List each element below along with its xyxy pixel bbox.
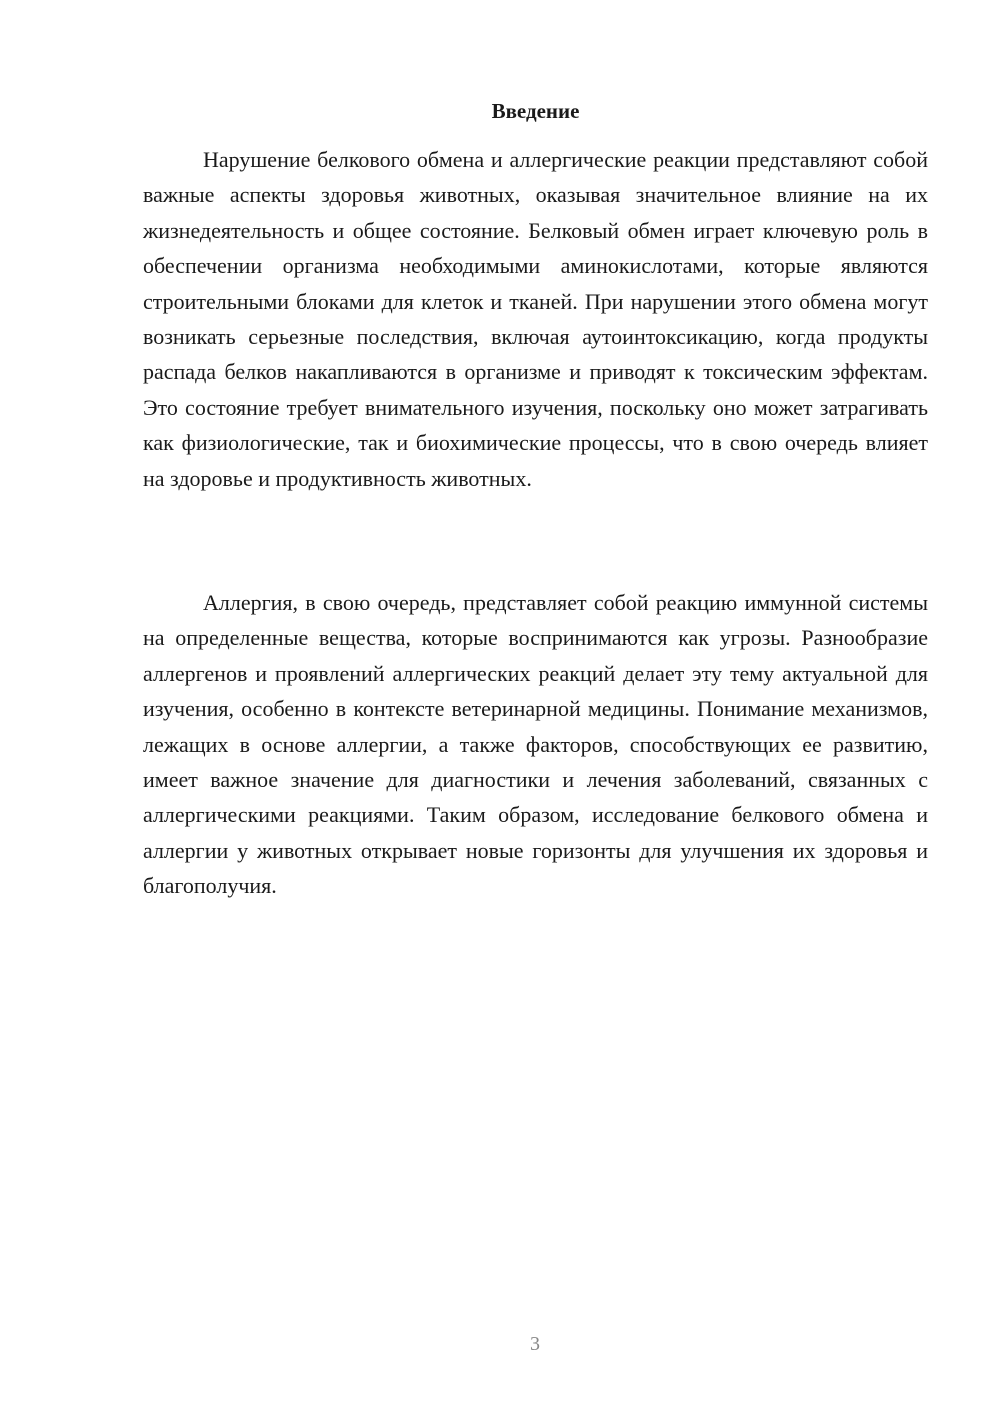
paragraph-allergy: Аллергия, в свою очередь, представляет собой реакцию иммунной системы на определенные вещества, которые воспринимаются как угрозы. Разнообразие аллергенов и проявлений аллергических реакций делает эту тему актуальной для изучения, особенно в контексте ветеринарной медицины. Понимание механизмов, лежащих в основе аллергии, а также факторов, способствующих ее развитию, имеет важное значение для диагностики и лечения заболеваний, связанных с аллергическими реакциями. Таким образом, исследование белкового обмена и аллергии у животных открывает новые горизонты для улучшения их здоровья и благополучия. bbox=[143, 590, 928, 899]
page-number: 3 bbox=[530, 1333, 540, 1355]
section-heading: Введение bbox=[491, 99, 580, 123]
paragraph-protein-metabolism: Нарушение белкового обмена и аллергические реакции представляют собой важные аспекты здоровья животных, оказывая значительное влияние на их жизнедеятельность и общее состояние. Белковый обмен играет ключевую роль в обеспечении организма необходимыми аминокислотами, которые являются строительными блоками для клеток и тканей. При нарушении этого обмена могут возникать серьезные последствия, включая аутоинтоксикацию, когда продукты распада белков накапливаются в организме и приводят к токсическим эффектам. Это состояние требует внимательного изучения, поскольку оно может затрагивать как физиологические, так и биохимические процессы, что в свою очередь влияет на здоровье и продуктивность животных. bbox=[143, 147, 928, 491]
